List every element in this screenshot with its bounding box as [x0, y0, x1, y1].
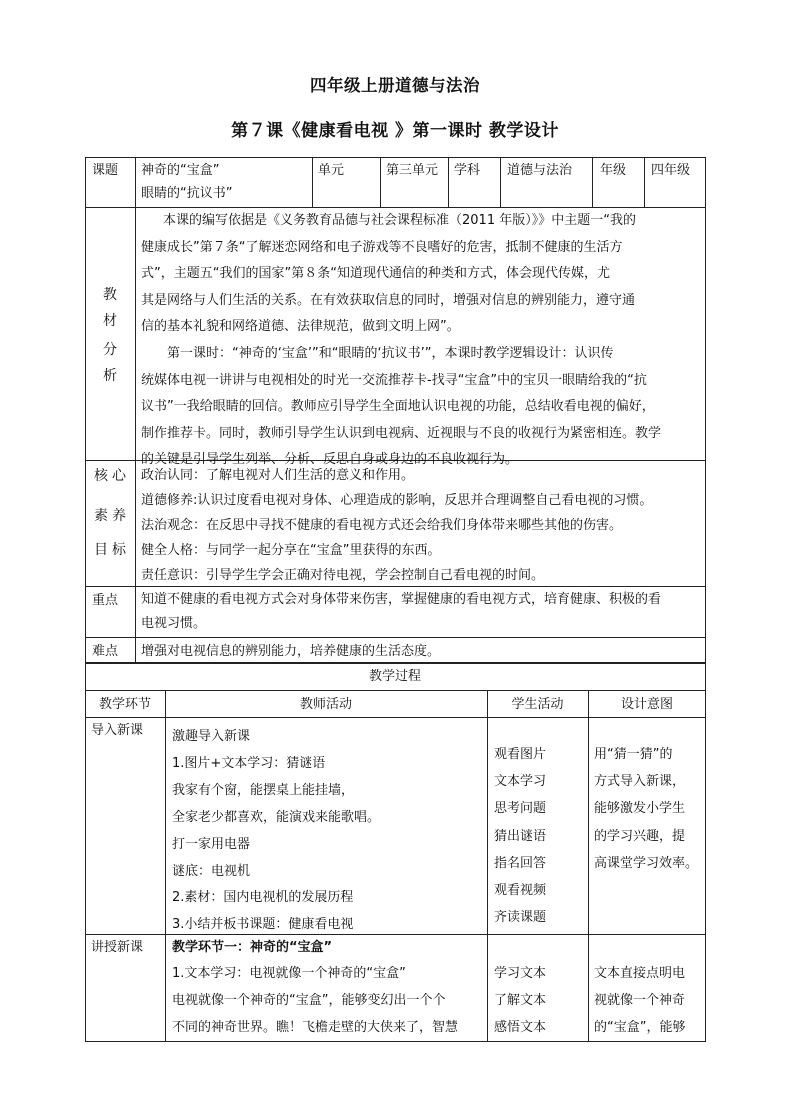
- topic-label: 课题: [92, 163, 119, 178]
- stage-new-lesson: 讲授新课: [91, 940, 144, 955]
- teacher-activity-intro: 激趣导入新课 1.图片+文本学习：猜谜语 我家有个窗，能摆桌上能挂墙， 全家老少都喜欢，能演戏来能歌唱。 打一家用电器 谜底：电视机 2.素材：国内电视机的发展历程 3.小结并板书课题：健康看电视: [172, 729, 381, 933]
- document-title: 四年级上册道德与法治: [310, 76, 480, 95]
- grade-value: 四年级: [651, 163, 691, 178]
- difficulty-text: 增强对电视信息的辨别能力，培养健康的生活态度。: [141, 644, 441, 659]
- lesson-title: 第７课《健康看电视 》第一课时 教学设计: [231, 121, 559, 141]
- process-title: 教学过程: [368, 669, 421, 684]
- topic-line-1: 神奇的“宝盒”: [141, 163, 220, 178]
- grade-label: 年级: [600, 163, 627, 178]
- unit-value: 第三单元: [386, 163, 439, 178]
- literacy-text: 政治认同：了解电视对人们生活的意义和作用。 道德修养:认识过度看电视对身体、心理造成的影响，反思并合理调整自己看电视的习惯。 法治观念：在反思中寻找不健康的看电视方式还会给我们身体带来哪些其他的伤害。 健全人格：与同学一起分享在“宝盒”里获得的东西。 责任意识：引导学生学会正确对待电视，学会控制自己看电视的时间。: [141, 468, 653, 583]
- student-activity-new-lesson: 学习文本 了解文本 感悟文本: [494, 966, 547, 1035]
- stage-intro: 导入新课: [91, 723, 144, 738]
- header-teacher: 教师活动: [299, 697, 352, 712]
- analysis-text: 本课的编写依据是《义务教育品德与社会课程标准（2011 年版）》》中主题一“我的 健康成长”第７条“了解迷恋网络和电子游戏等不良嗜好的危害，抵制不健康的生活方 式”，主题五“我们的国家”第８条“知道现代通信的种类和方式，体会现代传媒，尤 其是网络与人们生活的关系。在有效获取信息的同时，增强对信息的辨别能力，遵守通 信的基本礼貌和网络道德、法律规范，做到文明上网”。 第一课时：“神奇的‘宝盒’”和“眼睛的‘抗议书’”，本课时教学逻辑设计：认识传 统媒体电视一讲讲与电视相处的时光一交流推荐卡-找寻“宝盒”中的宝贝一眼睛给我的“抗 议书”一我给眼睛的回信。教师应引导学生全面地认识电视的功能，总结收看电视的偏好， 制作推荐卡。同时，教师引导学生认识到电视病、近视眼与不良的收视行为紧密相连。教学 的关键是引导学生列举、分析、反思自身或身边的不良收视行为。: [141, 213, 662, 468]
- header-student: 学生活动: [511, 697, 564, 712]
- key-point-label: 重点: [92, 593, 119, 608]
- header-stage: 教学环节: [98, 697, 151, 712]
- intent-new-lesson: 文本直接点明电 视就像一个神奇 的“宝盒”，能够: [594, 966, 686, 1035]
- subject-value: 道德与法治: [507, 163, 573, 178]
- key-point-text: 知道不健康的看电视方式会对身体带来伤害，掌握健康的看电视方式，培育健康、积极的看 电视习惯。: [141, 592, 662, 631]
- topic-line-2: 眼睛的“抗议书”: [141, 186, 233, 201]
- subject-label: 学科: [454, 163, 481, 178]
- difficulty-label: 难点: [92, 644, 119, 659]
- teacher-section-heading: 教学环节一：神奇的“宝盒”: [172, 940, 333, 955]
- intent-intro: 用“猜一猜”的 方式导入新课， 能够激发小学生 的学习兴趣，提 高课堂学习效率。: [594, 747, 699, 871]
- student-activity-intro: 观看图片 文本学习 思考问题 猜出谜语 指名回答 观看视频 齐读课题: [494, 747, 547, 926]
- header-intent: 设计意图: [620, 697, 673, 712]
- unit-label: 单元: [318, 163, 345, 178]
- teacher-activity-new-lesson: 1.文本学习：电视就像一个神奇的“宝盒” 电视就像一个神奇的“宝盒”，能够变幻出一个个 不同的神奇世界。瞧！飞檐走壁的大侠来了，智慧: [172, 966, 459, 1035]
